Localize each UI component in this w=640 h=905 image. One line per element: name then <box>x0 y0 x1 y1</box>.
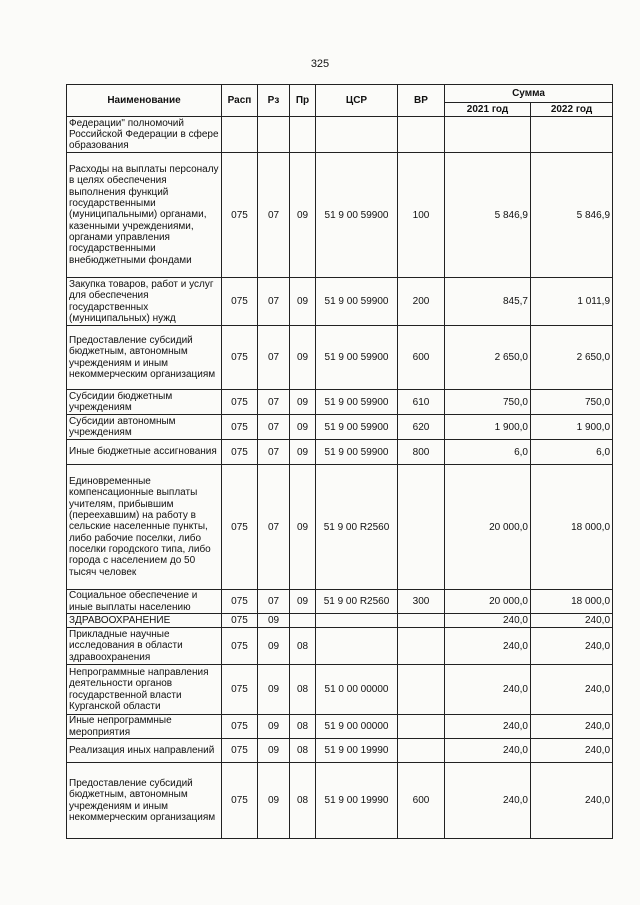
row-vr: 620 <box>398 415 445 440</box>
header-sum: Сумма <box>445 85 613 103</box>
row-csr: 51 9 00 R2560 <box>316 590 398 614</box>
table-row <box>67 763 613 839</box>
row-name: Иные бюджетные ассигнования <box>67 440 222 465</box>
row-csr: 51 9 00 59900 <box>316 326 398 390</box>
row-sum-2021: 6,0 <box>445 440 531 465</box>
row-name: Социальное обеспечение и иные выплаты населению <box>67 590 222 614</box>
row-name: Федерации" полномочий Российской Федерации в сфере образования <box>67 117 222 153</box>
row-name: Субсидии бюджетным учреждениям <box>67 390 222 415</box>
row-pr: 09 <box>290 465 316 590</box>
row-csr: 51 9 00 59900 <box>316 415 398 440</box>
table-row <box>67 715 613 739</box>
row-vr: 100 <box>398 153 445 278</box>
row-sum-2022: 240,0 <box>531 628 613 665</box>
header-rz: Рз <box>258 85 290 117</box>
row-pr: 09 <box>290 590 316 614</box>
row-rasp: 075 <box>222 763 258 839</box>
row-pr: 08 <box>290 763 316 839</box>
row-vr <box>398 628 445 665</box>
row-csr: 51 9 00 00000 <box>316 715 398 739</box>
row-sum-2021: 240,0 <box>445 715 531 739</box>
table-row <box>67 390 613 415</box>
row-pr: 08 <box>290 628 316 665</box>
row-rz: 09 <box>258 665 290 715</box>
row-name: ЗДРАВООХРАНЕНИЕ <box>67 614 222 628</box>
row-vr <box>398 739 445 763</box>
row-vr <box>398 665 445 715</box>
row-rasp: 075 <box>222 715 258 739</box>
row-rz: 07 <box>258 326 290 390</box>
row-sum-2021: 2 650,0 <box>445 326 531 390</box>
row-pr: 09 <box>290 415 316 440</box>
row-name: Непрограммные направления деятельности органов государственной власти Курганской области <box>67 665 222 715</box>
row-vr: 800 <box>398 440 445 465</box>
row-rasp: 075 <box>222 153 258 278</box>
row-sum-2021: 20 000,0 <box>445 590 531 614</box>
row-name: Единовременные компенсационные выплаты учителям, прибывшим (переехавшим) на работу в сельские населенные пункты, либо рабочие поселки, либо поселки городского типа, либо города с населением до 50 тысяч человек <box>67 465 222 590</box>
row-csr: 51 9 00 59900 <box>316 278 398 326</box>
row-rz: 09 <box>258 763 290 839</box>
row-rasp: 075 <box>222 614 258 628</box>
row-csr: 51 9 00 59900 <box>316 440 398 465</box>
row-name: Расходы на выплаты персоналу в целях обеспечения выполнения функций государственными (муниципальными) органами, казенными учреждениями, органами управления государственными внебюджетными фондами <box>67 153 222 278</box>
table-row <box>67 739 613 763</box>
row-name: Иные непрограммные мероприятия <box>67 715 222 739</box>
row-rz: 07 <box>258 278 290 326</box>
table-row <box>67 465 613 590</box>
table-row <box>67 117 613 153</box>
row-rz: 07 <box>258 390 290 415</box>
row-rz: 09 <box>258 739 290 763</box>
table-row <box>67 415 613 440</box>
row-vr <box>398 614 445 628</box>
row-csr: 51 9 00 19990 <box>316 739 398 763</box>
row-csr <box>316 117 398 153</box>
row-name: Прикладные научные исследования в области здравоохранения <box>67 628 222 665</box>
budget-table <box>66 84 613 839</box>
row-sum-2021: 240,0 <box>445 614 531 628</box>
row-name: Предоставление субсидий бюджетным, автономным учреждениям и иным некоммерческим организациям <box>67 763 222 839</box>
row-rz: 09 <box>258 628 290 665</box>
row-rz: 07 <box>258 465 290 590</box>
row-sum-2022: 2 650,0 <box>531 326 613 390</box>
row-pr: 09 <box>290 326 316 390</box>
row-sum-2022: 240,0 <box>531 763 613 839</box>
row-rz: 09 <box>258 715 290 739</box>
row-sum-2021: 1 900,0 <box>445 415 531 440</box>
row-rz: 07 <box>258 590 290 614</box>
row-sum-2021: 240,0 <box>445 763 531 839</box>
row-rz: 07 <box>258 415 290 440</box>
row-sum-2021: 5 846,9 <box>445 153 531 278</box>
row-vr: 600 <box>398 326 445 390</box>
row-vr: 600 <box>398 763 445 839</box>
row-rasp: 075 <box>222 278 258 326</box>
row-sum-2022: 240,0 <box>531 665 613 715</box>
row-pr: 09 <box>290 278 316 326</box>
row-csr <box>316 628 398 665</box>
row-rasp: 075 <box>222 326 258 390</box>
table-header <box>67 85 613 117</box>
row-rasp: 075 <box>222 440 258 465</box>
header-csr: ЦСР <box>316 85 398 117</box>
row-name: Реализация иных направлений <box>67 739 222 763</box>
row-name: Закупка товаров, работ и услуг для обеспечения государственных (муниципальных) нужд <box>67 278 222 326</box>
row-sum-2021: 20 000,0 <box>445 465 531 590</box>
table-body <box>67 117 613 839</box>
row-pr: 09 <box>290 153 316 278</box>
row-name: Субсидии автономным учреждениям <box>67 415 222 440</box>
row-csr <box>316 614 398 628</box>
header-pr: Пр <box>290 85 316 117</box>
row-sum-2022: 5 846,9 <box>531 153 613 278</box>
row-vr <box>398 465 445 590</box>
row-vr <box>398 715 445 739</box>
row-name: Предоставление субсидий бюджетным, автономным учреждениям и иным некоммерческим организациям <box>67 326 222 390</box>
table-row <box>67 590 613 614</box>
page-number: 325 <box>310 58 330 70</box>
row-pr: 08 <box>290 665 316 715</box>
row-vr: 610 <box>398 390 445 415</box>
header-2022: 2022 год <box>531 103 613 117</box>
header-rasp: Расп <box>222 85 258 117</box>
table-row <box>67 326 613 390</box>
row-rasp <box>222 117 258 153</box>
table-row <box>67 278 613 326</box>
row-sum-2021: 750,0 <box>445 390 531 415</box>
row-sum-2022: 1 900,0 <box>531 415 613 440</box>
table-row <box>67 665 613 715</box>
row-sum-2022: 240,0 <box>531 614 613 628</box>
row-sum-2022: 240,0 <box>531 739 613 763</box>
table-row <box>67 153 613 278</box>
row-sum-2022: 18 000,0 <box>531 465 613 590</box>
row-sum-2022: 750,0 <box>531 390 613 415</box>
row-rasp: 075 <box>222 390 258 415</box>
table-row <box>67 614 613 628</box>
header-name: Наименование <box>67 85 222 117</box>
table-row <box>67 628 613 665</box>
row-rasp: 075 <box>222 415 258 440</box>
header-2021: 2021 год <box>445 103 531 117</box>
row-sum-2021: 240,0 <box>445 665 531 715</box>
row-vr: 300 <box>398 590 445 614</box>
table-row <box>67 440 613 465</box>
row-rz: 07 <box>258 440 290 465</box>
row-sum-2022: 6,0 <box>531 440 613 465</box>
row-rasp: 075 <box>222 739 258 763</box>
row-pr <box>290 614 316 628</box>
row-sum-2021 <box>445 117 531 153</box>
row-csr: 51 9 00 R2560 <box>316 465 398 590</box>
row-pr: 08 <box>290 739 316 763</box>
row-rz: 07 <box>258 153 290 278</box>
row-pr: 09 <box>290 390 316 415</box>
row-rasp: 075 <box>222 628 258 665</box>
row-rasp: 075 <box>222 590 258 614</box>
row-pr: 09 <box>290 440 316 465</box>
row-sum-2022: 18 000,0 <box>531 590 613 614</box>
row-csr: 51 9 00 59900 <box>316 153 398 278</box>
row-sum-2022: 1 011,9 <box>531 278 613 326</box>
row-pr: 08 <box>290 715 316 739</box>
header-vr: ВР <box>398 85 445 117</box>
row-sum-2021: 845,7 <box>445 278 531 326</box>
row-csr: 51 0 00 00000 <box>316 665 398 715</box>
row-sum-2022: 240,0 <box>531 715 613 739</box>
row-pr <box>290 117 316 153</box>
row-rasp: 075 <box>222 665 258 715</box>
row-sum-2021: 240,0 <box>445 628 531 665</box>
row-rasp: 075 <box>222 465 258 590</box>
row-vr <box>398 117 445 153</box>
row-rz <box>258 117 290 153</box>
row-csr: 51 9 00 19990 <box>316 763 398 839</box>
row-vr: 200 <box>398 278 445 326</box>
row-sum-2022 <box>531 117 613 153</box>
row-sum-2021: 240,0 <box>445 739 531 763</box>
row-csr: 51 9 00 59900 <box>316 390 398 415</box>
row-rz: 09 <box>258 614 290 628</box>
